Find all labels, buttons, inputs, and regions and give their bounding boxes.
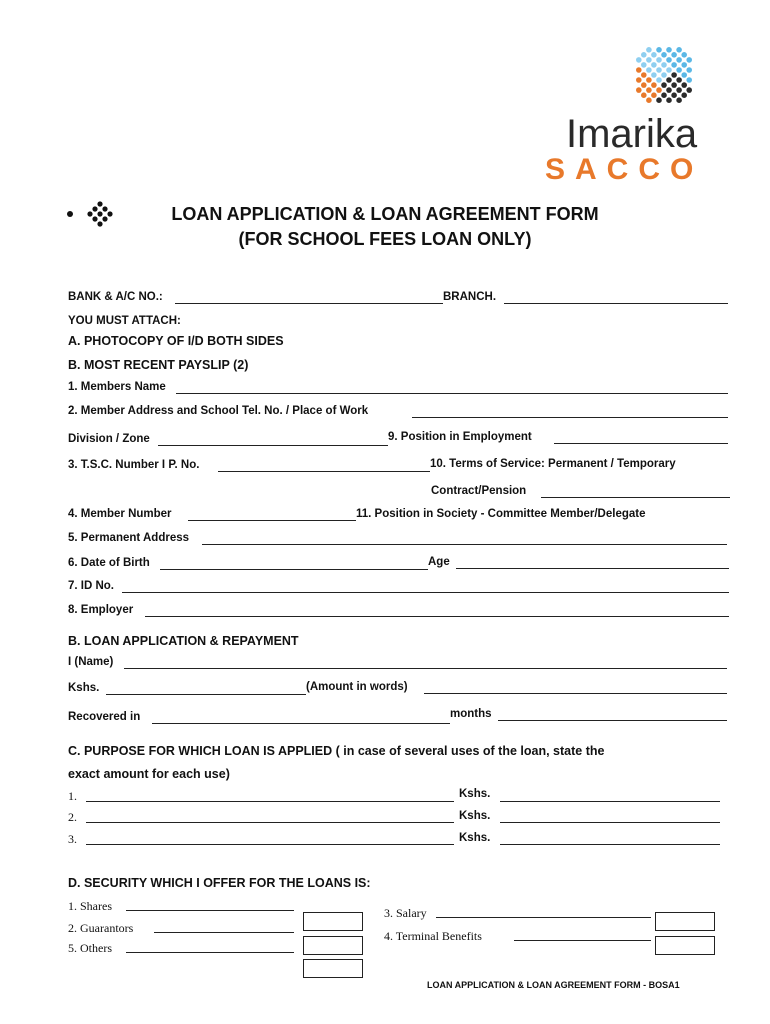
id-no-field[interactable] xyxy=(122,592,729,593)
division-field[interactable] xyxy=(158,445,388,446)
purpose-row-kshs-label: Kshs. xyxy=(459,810,491,822)
purpose-row-description-field[interactable] xyxy=(86,801,454,802)
purpose-row-description-field[interactable] xyxy=(86,844,454,845)
security-checkbox-shares[interactable] xyxy=(303,912,363,931)
purpose-row-number: 2. xyxy=(68,810,77,824)
logo-name: Imarika xyxy=(566,112,698,156)
permanent-address-field[interactable] xyxy=(202,544,727,545)
purpose-row-kshs-label: Kshs. xyxy=(459,832,491,844)
dot-grid-logo-icon xyxy=(628,44,700,106)
purpose-row-amount-field[interactable] xyxy=(500,844,720,845)
bank-label: BANK & A/C NO.: xyxy=(68,291,163,303)
security-others-field[interactable] xyxy=(126,952,294,953)
purpose-heading-line1: C. PURPOSE FOR WHICH LOAN IS APPLIED ( in case of several uses of the loan, state the xyxy=(68,744,605,758)
attach-label: YOU MUST ATTACH: xyxy=(68,315,181,327)
security-others-label: 5. Others xyxy=(68,941,112,955)
footer-text: LOAN APPLICATION & LOAN AGREEMENT FORM - BOSA1 xyxy=(427,980,680,990)
purpose-row-number: 3. xyxy=(68,832,77,846)
security-salary-label: 3. Salary xyxy=(384,906,427,920)
form-title-line1: LOAN APPLICATION & LOAN AGREEMENT FORM xyxy=(171,204,599,224)
purpose-row-amount-field[interactable] xyxy=(500,822,720,823)
logo-sub: SACCO xyxy=(545,153,704,186)
security-checkbox-salary[interactable] xyxy=(655,912,715,931)
attach-a: A. PHOTOCOPY OF I/D BOTH SIDES xyxy=(68,334,284,348)
age-label: Age xyxy=(428,556,450,568)
security-guarantors-field[interactable] xyxy=(154,932,294,933)
security-salary-field[interactable] xyxy=(436,917,651,918)
member-number-label: 4. Member Number xyxy=(68,508,172,520)
security-checkbox-terminal[interactable] xyxy=(655,936,715,955)
tsc-number-field[interactable] xyxy=(218,471,430,472)
purpose-row-kshs-label: Kshs. xyxy=(459,788,491,800)
employer-field[interactable] xyxy=(145,616,729,617)
amount-words-field[interactable] xyxy=(424,693,727,694)
members-name-field[interactable] xyxy=(176,393,728,394)
permanent-address-label: 5. Permanent Address xyxy=(68,532,190,544)
purpose-row-number: 1. xyxy=(68,789,77,803)
member-address-label: 2. Member Address and School Tel. No. / Place of Work xyxy=(68,405,369,417)
employer-label: 8. Employer xyxy=(68,604,134,616)
amount-words-label: (Amount in words) xyxy=(306,681,408,693)
tsc-number-label: 3. T.S.C. Number I P. No. xyxy=(68,459,200,471)
branch-field[interactable] xyxy=(504,303,728,304)
terms-service-label: 10. Terms of Service: Permanent / Temporary xyxy=(430,458,676,470)
recovered-label: Recovered in xyxy=(68,711,141,723)
recovered-field[interactable] xyxy=(152,723,450,724)
division-label: Division / Zone xyxy=(68,433,150,445)
contract-pension-field[interactable] xyxy=(541,497,730,498)
security-terminal-field[interactable] xyxy=(514,940,651,941)
members-name-label: 1. Members Name xyxy=(68,381,166,393)
age-field[interactable] xyxy=(456,568,729,569)
bank-field[interactable] xyxy=(175,303,443,304)
months-field[interactable] xyxy=(498,720,727,721)
position-employment-label: 9. Position in Employment xyxy=(388,431,532,443)
security-checkbox-others[interactable] xyxy=(303,959,363,978)
applicant-name-field[interactable] xyxy=(124,668,727,669)
position-employment-field[interactable] xyxy=(554,443,728,444)
security-shares-label: 1. Shares xyxy=(68,899,112,913)
id-no-label: 7. ID No. xyxy=(68,580,115,592)
applicant-name-label: I (Name) xyxy=(68,656,114,668)
purpose-row-description-field[interactable] xyxy=(86,822,454,823)
contract-pension-label: Contract/Pension xyxy=(431,485,527,497)
member-address-field[interactable] xyxy=(412,417,728,418)
member-number-field[interactable] xyxy=(188,520,356,521)
date-of-birth-label: 6. Date of Birth xyxy=(68,557,150,569)
branch-label: BRANCH. xyxy=(443,291,497,303)
loan-heading: B. LOAN APPLICATION & REPAYMENT xyxy=(68,634,299,648)
position-society-label: 11. Position in Society - Committee Member/Delegate xyxy=(356,508,646,520)
security-terminal-label: 4. Terminal Benefits xyxy=(384,929,482,943)
form-title-line2: (FOR SCHOOL FEES LOAN ONLY) xyxy=(238,229,532,249)
security-checkbox-guarantors[interactable] xyxy=(303,936,363,955)
months-label: months xyxy=(450,708,492,720)
security-heading: D. SECURITY WHICH I OFFER FOR THE LOANS IS: xyxy=(68,876,371,890)
date-of-birth-field[interactable] xyxy=(160,569,428,570)
purpose-heading-line2: exact amount for each use) xyxy=(68,767,230,781)
kshs-field[interactable] xyxy=(106,694,306,695)
purpose-row-amount-field[interactable] xyxy=(500,801,720,802)
attach-b: B. MOST RECENT PAYSLIP (2) xyxy=(68,358,249,372)
security-guarantors-label: 2. Guarantors xyxy=(68,921,134,935)
security-shares-field[interactable] xyxy=(126,910,294,911)
kshs-label: Kshs. xyxy=(68,682,100,694)
